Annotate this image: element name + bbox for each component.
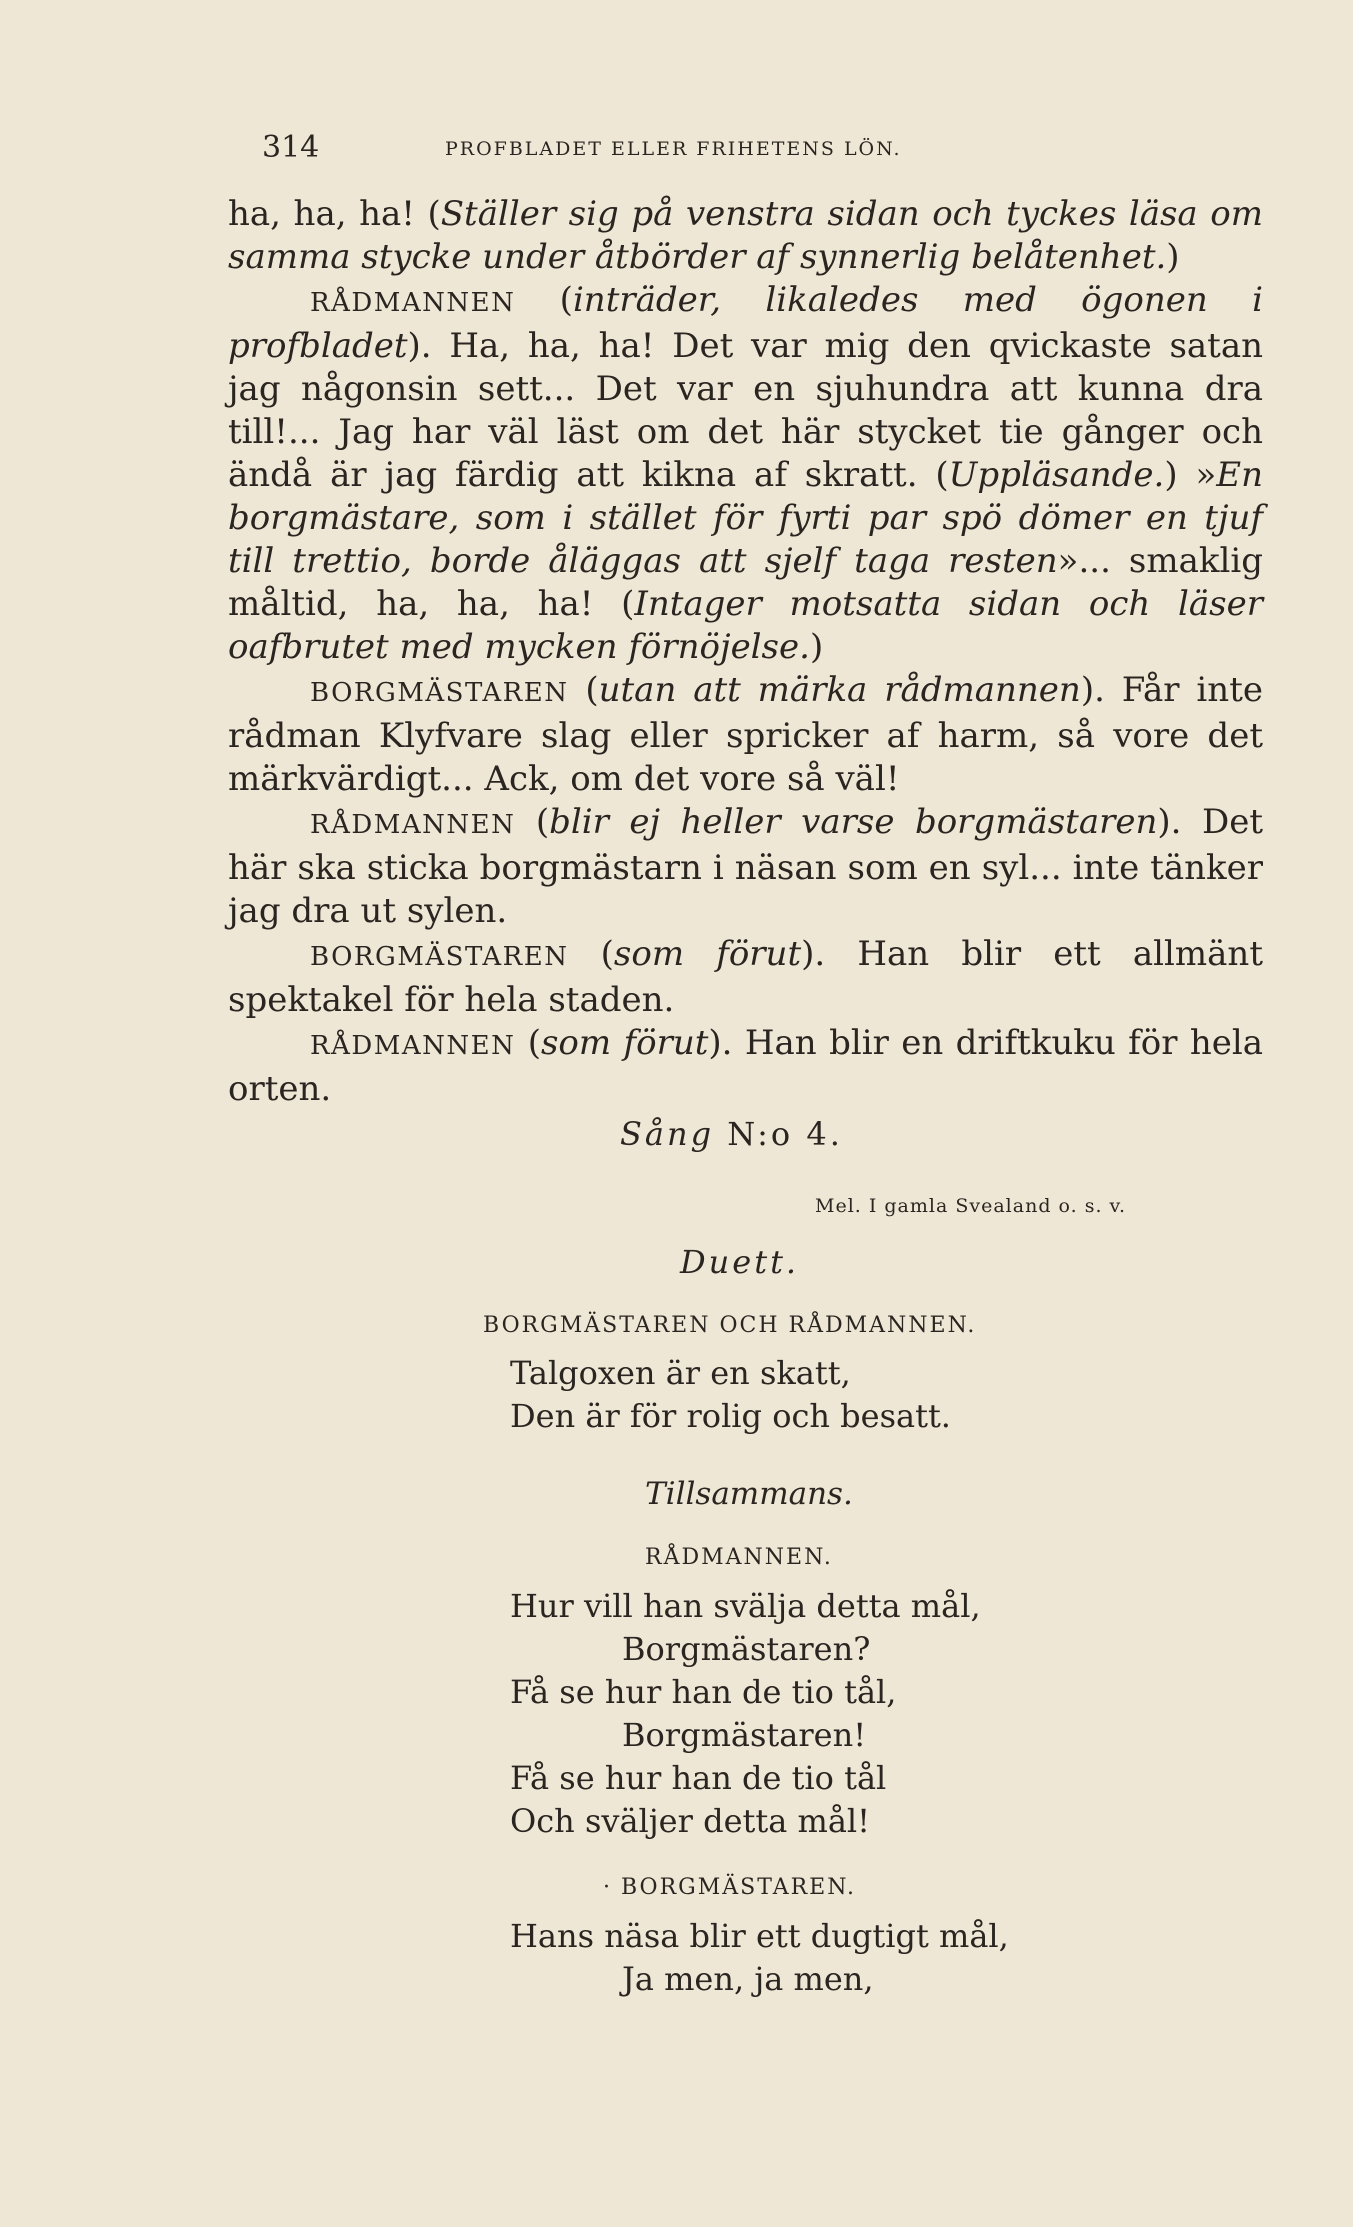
- page-number: 314: [262, 130, 320, 165]
- verse-2: [510, 1585, 981, 1843]
- verse-1: [510, 1352, 951, 1438]
- speech-borgmastaren: BORGMÄSTAREN (utan att märka rådmannen). Får inte rådman Klyfvare slag eller spricker af harm, så vore det märkvärdigt... Ack, om det vore så väl!: [228, 670, 1263, 799]
- verse-line: Och sväljer detta mål!: [510, 1802, 870, 1840]
- stage-direction: utan att märka rådmannen: [598, 670, 1081, 710]
- tillsammans-heading: Tillsammans.: [645, 1476, 853, 1512]
- duett-heading: Duett.: [680, 1243, 800, 1281]
- verse-line: Få se hur han de tio tål,: [510, 1673, 897, 1711]
- speaker-name: BORGMÄSTAREN: [310, 678, 569, 708]
- verse-line: Borgmästaren!: [622, 1716, 867, 1754]
- verse-line: Talgoxen är en skatt,: [510, 1354, 851, 1392]
- verse-line: Hur vill han svälja detta mål,: [510, 1587, 981, 1625]
- speaker-heading-radmannen: RÅDMANNEN.: [645, 1545, 833, 1570]
- verse-line: Ja men, ja men,: [622, 1960, 874, 1998]
- speaker-name: RÅDMANNEN: [310, 810, 516, 840]
- speech-borgmastaren: BORGMÄSTAREN (som förut). Han blir ett allmänt spektakel för hela staden.: [228, 934, 1263, 1020]
- speech-radmannen: RÅDMANNEN (som förut). Han blir en driftkuku för hela orten.: [228, 1023, 1263, 1109]
- stage-direction: som förut: [540, 1023, 709, 1063]
- stage-direction: inträder, likaledes med ögonen i profbladet: [228, 280, 1263, 366]
- verse-line: Hans näsa blir ett dugtigt mål,: [510, 1917, 1009, 1955]
- running-title: PROFBLADET ELLER FRIHETENS LÖN.: [445, 138, 902, 160]
- speakers-heading: BORGMÄSTAREN OCH RÅDMANNEN.: [483, 1313, 977, 1338]
- stage-direction: Uppläsande.: [948, 455, 1165, 495]
- stage-direction: blir ej heller varse borgmästaren: [549, 802, 1158, 842]
- quoted-text: En borgmästare, som i stället för fyrti par spö dömer en tjuf till trettio, borde åläggas att sjelf taga resten: [228, 455, 1263, 581]
- song-number: N:o 4.: [714, 1115, 843, 1153]
- speaker-name: BORGMÄSTAREN: [310, 942, 569, 972]
- dialogue-prose: [228, 193, 1263, 1111]
- speech-radmannen: RÅDMANNEN (inträder, likaledes med ögonen i profbladet). Ha, ha, ha! Det var mig den qvickaste satan jag någonsin sett... Det var en sjuhundra att kunna dra till!... Jag har väl läst om det här stycket tie gånger och ändå är jag färdig att kikna af skratt. (Uppläsande.) »En borgmästare, som i stället för fyrti par spö dömer en tjuf till trettio, borde åläggas att sjelf taga resten»... smaklig måltid, ha, ha, ha! (Intager motsatta sidan och läser oafbrutet med mycken förnöjelse.): [228, 280, 1263, 667]
- paragraph: ha, ha, ha! (Ställer sig på venstra sidan och tyckes läsa om samma stycke under åtbörder af synnerlig belåtenhet.): [228, 194, 1263, 277]
- stage-direction: Intager motsatta sidan och läser oafbrutet med mycken förnöjelse.: [228, 584, 1263, 667]
- speaker-name: RÅDMANNEN: [310, 1031, 516, 1061]
- verse-line: Borgmästaren?: [622, 1630, 871, 1668]
- speaker-heading-borgmastaren: · BORGMÄSTAREN.: [603, 1875, 857, 1900]
- speech-radmannen: RÅDMANNEN (blir ej heller varse borgmästaren). Det här ska sticka borgmästarn i näsan som en syl... inte tänker jag dra ut sylen.: [228, 802, 1263, 931]
- stage-direction: Ställer sig på venstra sidan och tyckes läsa om samma stycke under åtbörder af synnerlig belåtenhet.: [228, 194, 1263, 277]
- page-header: [0, 130, 1353, 170]
- speaker-name: RÅDMANNEN: [310, 288, 516, 318]
- verse-line: Få se hur han de tio tål: [510, 1759, 887, 1797]
- song-title: [620, 1115, 843, 1153]
- verse-3: [510, 1915, 1009, 2001]
- stage-direction: som förut: [613, 934, 802, 974]
- verse-line: Den är för rolig och besatt.: [510, 1397, 951, 1435]
- melody-note: Mel. I gamla Svealand o. s. v.: [815, 1195, 1127, 1217]
- song-title-word: Sång: [620, 1115, 715, 1153]
